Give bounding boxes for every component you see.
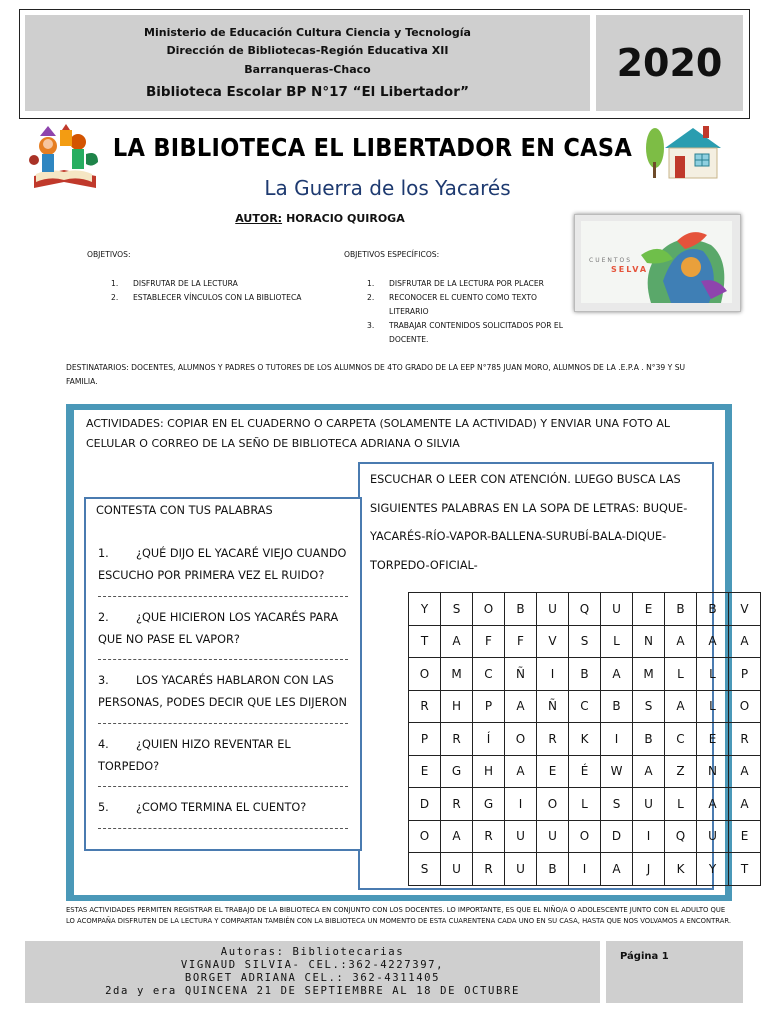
grid-cell: U [441, 853, 473, 886]
objectives-heading: OBJETIVOS: [87, 250, 131, 259]
header-library: Biblioteca Escolar BP N°17 “El Libertador” [146, 84, 469, 100]
grid-cell: L [665, 658, 697, 691]
grid-cell: T [409, 625, 441, 658]
grid-cell: A [697, 625, 729, 658]
header-location: Barranqueras-Chaco [244, 63, 371, 76]
grid-cell: Z [665, 755, 697, 788]
grid-cell: A [729, 625, 761, 658]
grid-cell: Í [473, 723, 505, 756]
question-item: 4. ¿QUIEN HIZO REVENTAR EL TORPEDO? [98, 738, 291, 773]
grid-cell: V [537, 625, 569, 658]
author-line [200, 212, 440, 225]
grid-cell: F [473, 625, 505, 658]
footer-contact-2: BORGET ADRIANA CEL.: 362-4311405 [184, 972, 441, 984]
grid-cell: Ñ [505, 658, 537, 691]
grid-cell: A [665, 625, 697, 658]
answer-line [98, 659, 348, 660]
grid-cell: Q [569, 593, 601, 626]
grid-cell: W [601, 755, 633, 788]
grid-cell: O [729, 690, 761, 723]
grid-cell: Y [409, 593, 441, 626]
grid-cell: S [409, 853, 441, 886]
word-search-instructions: ESCUCHAR O LEER CON ATENCIÓN. LUEGO BUSCA LAS SIGUIENTES PALABRAS EN LA SOPA DE LETRAS: BUQUE- YACARÉS-RÍO-VAPOR-BALLENA-SURUBÍ-BALA-DIQUE- TORPEDO-OFICIAL- [370, 473, 688, 572]
grid-cell: U [537, 593, 569, 626]
grid-cell: R [729, 723, 761, 756]
grid-cell: E [537, 755, 569, 788]
page-title: LA BIBLIOTECA EL LIBERTADOR EN CASA [112, 133, 633, 162]
grid-cell: B [665, 593, 697, 626]
grid-cell: E [633, 593, 665, 626]
grid-cell: R [473, 820, 505, 853]
grid-cell: H [473, 755, 505, 788]
grid-cell: C [665, 723, 697, 756]
grid-cell: C [473, 658, 505, 691]
grid-cell: A [441, 820, 473, 853]
book-cover-image [574, 214, 741, 312]
closing-note: ESTAS ACTIVIDADES PERMITEN REGISTRAR EL TRABAJO DE LA BIBLIOTECA EN CONJUNTO CON LOS DOCENTES. LO IMPORTANTE, ES QUE EL NIÑO/A O ADOLESCENTE JUNTO CON EL ADULTO QUE LO ACOMPAÑA DISFRUTEN DE LA LECTURA Y COMPARTAN TAMBIÉN CON LA BIBLIOTECA UN MOMENTO DE ESTA CUARENTENA CADA UNO EN SU CASA, HASTA QUE NOS VOLVAMOS A ENCONTRAR. [66, 906, 731, 925]
footer-period: 2da y era QUINCENA 21 DE SEPTIEMBRE AL 18 DE OCTUBRE [105, 985, 520, 997]
grid-cell: D [409, 788, 441, 821]
grid-cell: U [601, 593, 633, 626]
grid-cell: P [409, 723, 441, 756]
header-ministry: Ministerio de Educación Cultura Ciencia y Tecnología [144, 26, 471, 39]
objective-item: 2. ESTABLECER VÍNCULOS CON LA BIBLIOTECA [111, 293, 302, 302]
grid-cell: S [633, 690, 665, 723]
grid-cell: H [441, 690, 473, 723]
grid-cell: R [409, 690, 441, 723]
grid-cell: E [697, 723, 729, 756]
grid-cell: R [441, 788, 473, 821]
specific-objective-item: 2. RECONOCER EL CUENTO COMO TEXTO LITERARIO [367, 293, 537, 316]
grid-cell: C [569, 690, 601, 723]
word-search-grid [408, 592, 761, 886]
grid-cell: L [569, 788, 601, 821]
grid-cell: A [505, 755, 537, 788]
grid-cell: L [601, 625, 633, 658]
grid-cell: I [569, 853, 601, 886]
grid-cell: B [505, 593, 537, 626]
grid-cell: L [697, 658, 729, 691]
grid-cell: B [601, 690, 633, 723]
grid-cell: A [633, 755, 665, 788]
objectives-list [111, 277, 331, 305]
storybook-illustration [26, 124, 104, 192]
question-item: 5. ¿COMO TERMINA EL CUENTO? [98, 801, 307, 814]
grid-cell: P [729, 658, 761, 691]
answer-line [98, 596, 348, 597]
footer-authors: Autoras: Bibliotecarias [220, 946, 405, 958]
specific-objective-item: 1. DISFRUTAR DE LA LECTURA POR PLACER [367, 279, 544, 288]
grid-row [409, 853, 761, 886]
grid-cell: N [633, 625, 665, 658]
activities-instructions: ACTIVIDADES: COPIAR EN EL CUADERNO O CARPETA (SOLAMENTE LA ACTIVIDAD) Y ENVIAR UNA FOTO AL CELULAR O CORREO DE LA SEÑO DE BIBLIOTECA ADRIANA O SILVIA [86, 417, 670, 450]
grid-row [409, 658, 761, 691]
grid-row [409, 820, 761, 853]
objective-item: 1. DISFRUTAR DE LA LECTURA [111, 279, 238, 288]
grid-cell: S [569, 625, 601, 658]
grid-cell: E [409, 755, 441, 788]
grid-cell: U [505, 853, 537, 886]
cover-title-b: SELVA [611, 265, 649, 274]
grid-cell: R [473, 853, 505, 886]
grid-cell: I [537, 658, 569, 691]
story-title: La Guerra de los Yacarés [264, 176, 511, 200]
grid-cell: S [441, 593, 473, 626]
grid-cell: B [537, 853, 569, 886]
grid-cell: M [633, 658, 665, 691]
grid-cell: O [409, 820, 441, 853]
question-item: 3. LOS YACARÉS HABLARON CON LAS PERSONAS, PODES DECIR QUE LES DIJERON [98, 674, 347, 709]
grid-cell: O [537, 788, 569, 821]
grid-cell: G [473, 788, 505, 821]
grid-row [409, 625, 761, 658]
page-number: Página 1 [620, 951, 669, 962]
grid-cell: A [729, 788, 761, 821]
grid-cell: A [601, 853, 633, 886]
answer-line [98, 723, 348, 724]
grid-row [409, 593, 761, 626]
author-name: HORACIO QUIROGA [286, 212, 405, 225]
grid-cell: I [505, 788, 537, 821]
grid-cell: U [697, 820, 729, 853]
footer-contact-1: VIGNAUD SILVIA- CEL.:362-4227397, [180, 959, 445, 971]
grid-cell: Y [697, 853, 729, 886]
grid-cell: B [697, 593, 729, 626]
specific-objectives-heading: OBJETIVOS ESPECÍFICOS: [344, 250, 440, 259]
answer-line [98, 786, 348, 787]
grid-cell: A [601, 658, 633, 691]
recipients-text: DESTINATARIOS: DOCENTES, ALUMNOS Y PADRES O TUTORES DE LOS ALUMNOS DE 4TO GRADO DE LA EEP N°785 JUAN MORO, ALUMNOS DE LA .E.P.A . N°39 Y SU FAMILIA. [66, 363, 686, 386]
grid-cell: N [697, 755, 729, 788]
grid-row [409, 723, 761, 756]
grid-cell: R [537, 723, 569, 756]
grid-cell: A [697, 788, 729, 821]
header-direction: Dirección de Bibliotecas-Región Educativa XII [166, 44, 449, 57]
grid-cell: J [633, 853, 665, 886]
grid-cell: K [665, 853, 697, 886]
grid-cell: É [569, 755, 601, 788]
grid-cell: K [569, 723, 601, 756]
grid-cell: V [729, 593, 761, 626]
question-item: 2. ¿QUE HICIERON LOS YACARÉS PARA QUE NO PASE EL VAPOR? [98, 611, 339, 646]
grid-cell: M [441, 658, 473, 691]
answer-line [98, 828, 348, 829]
grid-cell: I [601, 723, 633, 756]
specific-objective-item: 3. TRABAJAR CONTENIDOS SOLICITADOS POR EL DOCENTE. [367, 321, 563, 344]
grid-cell: B [633, 723, 665, 756]
grid-cell: Ñ [537, 690, 569, 723]
grid-cell: P [473, 690, 505, 723]
grid-cell: O [505, 723, 537, 756]
grid-cell: F [505, 625, 537, 658]
grid-cell: B [569, 658, 601, 691]
grid-row [409, 755, 761, 788]
grid-cell: O [473, 593, 505, 626]
grid-cell: G [441, 755, 473, 788]
year-badge: 2020 [596, 15, 743, 111]
grid-cell: A [665, 690, 697, 723]
grid-cell: T [729, 853, 761, 886]
grid-cell: D [601, 820, 633, 853]
grid-cell: O [409, 658, 441, 691]
questions-heading: CONTESTA CON TUS PALABRAS [96, 504, 273, 517]
cover-title-a: CUENTOS [589, 257, 633, 264]
grid-cell: O [569, 820, 601, 853]
grid-cell: L [697, 690, 729, 723]
grid-cell: I [633, 820, 665, 853]
house-illustration [643, 122, 725, 184]
grid-cell: Q [665, 820, 697, 853]
grid-cell: L [665, 788, 697, 821]
grid-cell: A [505, 690, 537, 723]
book-cover-art [581, 221, 732, 303]
grid-cell: S [601, 788, 633, 821]
grid-row [409, 788, 761, 821]
grid-cell: A [729, 755, 761, 788]
grid-cell: U [537, 820, 569, 853]
specific-objectives-list [367, 277, 567, 347]
grid-cell: E [729, 820, 761, 853]
question-item: 1. ¿QUÉ DIJO EL YACARÉ VIEJO CUANDO ESCUCHO POR PRIMERA VEZ EL RUIDO? [98, 547, 347, 582]
grid-cell: U [505, 820, 537, 853]
grid-cell: R [441, 723, 473, 756]
author-label: AUTOR: [235, 212, 283, 225]
grid-cell: A [441, 625, 473, 658]
grid-cell: U [633, 788, 665, 821]
grid-row [409, 690, 761, 723]
